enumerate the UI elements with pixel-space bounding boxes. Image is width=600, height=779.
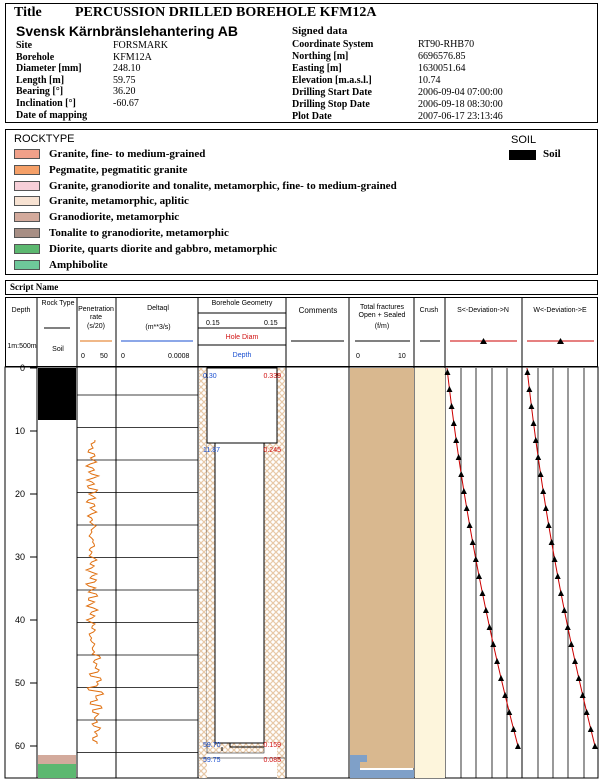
geometry-diam-label: 0.339 bbox=[263, 373, 281, 380]
penetration-header: Penetration rate bbox=[78, 306, 114, 321]
comments-header: Comments bbox=[298, 306, 338, 315]
field-label: Bearing [°] bbox=[16, 86, 64, 98]
field-value: 59.75 bbox=[113, 74, 136, 86]
dev-n-marker bbox=[461, 488, 467, 494]
dev-e-marker bbox=[568, 641, 574, 647]
dev-e-marker bbox=[558, 590, 564, 596]
dev-e-marker bbox=[588, 726, 594, 732]
dev-e-marker bbox=[524, 369, 530, 375]
dev-n-marker bbox=[464, 505, 470, 511]
granodiorite-fill bbox=[38, 755, 76, 764]
field-label: Date of mapping bbox=[16, 109, 88, 121]
legend-label: Tonalite to granodiorite, metamorphic bbox=[49, 227, 229, 239]
field-label: Length [m] bbox=[16, 74, 65, 86]
signed-data-label: Signed data bbox=[292, 25, 348, 37]
dev-e-curve bbox=[527, 368, 595, 748]
depth-tick-label: 50 bbox=[14, 678, 25, 688]
field-label: Easting [m] bbox=[292, 63, 342, 74]
dev-n-marker bbox=[511, 726, 517, 732]
geometry-left-scale: 0.15 bbox=[206, 320, 220, 327]
penetration-curve bbox=[86, 440, 103, 744]
field-label: Drilling Start Date bbox=[292, 87, 372, 98]
field-label: Plot Date bbox=[292, 111, 332, 122]
dev-n-marker bbox=[470, 539, 476, 545]
depth-tick-label: 10 bbox=[14, 426, 25, 436]
dev-n-marker bbox=[515, 743, 521, 749]
dev-e-marker bbox=[549, 539, 555, 545]
dev-n-marker bbox=[449, 403, 455, 409]
deltaq-header: Deltaql bbox=[147, 305, 169, 312]
field-value: 2006-09-18 08:30:00 bbox=[418, 99, 503, 110]
penetration-max: 50 bbox=[100, 353, 108, 360]
geometry-diam-label: 0.245 bbox=[263, 447, 281, 454]
depth-tick-label: 0 bbox=[19, 363, 25, 373]
field-label: Site bbox=[16, 40, 33, 51]
dev-n-marker bbox=[473, 556, 479, 562]
field-value: 248.10 bbox=[113, 63, 141, 75]
dev-e-marker bbox=[572, 658, 578, 664]
dev-e-marker bbox=[546, 522, 552, 528]
dev-n-marker bbox=[498, 675, 504, 681]
field-value: 2007-06-17 23:13:46 bbox=[418, 111, 503, 122]
dev-n-header: S<-Deviation->N bbox=[457, 307, 509, 314]
rocktype-title: ROCKTYPE bbox=[14, 133, 75, 145]
field-value: 10.74 bbox=[418, 75, 441, 86]
script-name-label: Script Name bbox=[10, 282, 59, 292]
dev-e-marker bbox=[552, 556, 558, 562]
geometry-depth-label: Depth bbox=[232, 352, 252, 359]
dev-e-marker bbox=[528, 403, 534, 409]
legend-label: Soil bbox=[543, 148, 561, 160]
dev-n-marker bbox=[490, 641, 496, 647]
dev-e-marker bbox=[526, 386, 532, 392]
soil-title: SOIL bbox=[511, 134, 537, 146]
field-label: Borehole bbox=[16, 51, 55, 63]
field-value: 2006-09-04 07:00:00 bbox=[418, 87, 503, 98]
field-value: 36.20 bbox=[113, 86, 136, 98]
legend-label: Pegmatite, pegmatitic granite bbox=[49, 163, 188, 176]
dev-n-marker bbox=[446, 386, 452, 392]
legend-label: Diorite, quarts diorite and gabbro, metamorphic bbox=[49, 242, 278, 255]
dev-e-marker bbox=[580, 692, 586, 698]
crush-header: Crush bbox=[419, 307, 439, 314]
rocktype-subheader: Soil bbox=[52, 346, 64, 353]
casing-left bbox=[199, 368, 207, 778]
depth-tick-label: 40 bbox=[14, 615, 25, 625]
deltaq-max: 0.0008 bbox=[168, 353, 190, 360]
casing-inner-right bbox=[264, 443, 277, 743]
field-label: Coordinate System bbox=[292, 39, 374, 50]
geometry-right-scale: 0.15 bbox=[264, 320, 278, 327]
fractures-unit: (f/m) bbox=[374, 323, 390, 330]
penetration-unit: (s/20) bbox=[87, 323, 105, 330]
field-label: Drilling Stop Date bbox=[292, 99, 370, 110]
depth-scale: 1m:500m bbox=[7, 343, 37, 350]
fractures-header: Total fractures Open + Sealed bbox=[358, 304, 406, 319]
field-label: Elevation [m.a.s.l.] bbox=[292, 75, 372, 86]
fracture-fill bbox=[350, 368, 414, 768]
dev-e-header: W<-Deviation->E bbox=[533, 307, 587, 314]
dev-n-marker bbox=[458, 471, 464, 477]
field-value: 1630051.64 bbox=[418, 63, 466, 74]
geometry-header: Borehole Geometry bbox=[211, 300, 273, 307]
field-label: Inclination [°] bbox=[16, 98, 76, 109]
geometry-depth-label: 11.87 bbox=[203, 447, 220, 454]
dev-e-marker bbox=[584, 709, 590, 715]
dev-e-marker bbox=[561, 607, 567, 613]
depth-header: Depth bbox=[11, 307, 31, 314]
fractures-max: 10 bbox=[398, 353, 406, 360]
borehole-lower bbox=[215, 443, 264, 743]
page-title: PERCUSSION DRILLED BOREHOLE KFM12A bbox=[75, 5, 377, 20]
hole-diam-label: Hole Diam bbox=[225, 334, 259, 341]
dev-n-marker bbox=[483, 607, 489, 613]
depth-tick-label: 60 bbox=[14, 741, 25, 751]
casing-right bbox=[277, 368, 285, 778]
legend-label: Amphibolite bbox=[49, 258, 108, 271]
crush-fill bbox=[415, 368, 445, 778]
dev-n-marker bbox=[451, 420, 457, 426]
geometry-depth-label: 0.30 bbox=[203, 373, 217, 380]
penetration-min: 0 bbox=[81, 353, 85, 360]
dev-n-marker bbox=[467, 522, 473, 528]
dev-e-marker bbox=[565, 624, 571, 630]
deltaq-unit: (m**3/s) bbox=[145, 324, 171, 331]
dev-e-marker bbox=[535, 454, 541, 460]
title-label: Title bbox=[14, 5, 42, 20]
dev-e-marker bbox=[540, 488, 546, 494]
legend-label: Granite, fine- to medium-grained bbox=[49, 148, 206, 160]
field-value: KFM12A bbox=[113, 51, 152, 63]
depth-tick-label: 20 bbox=[14, 489, 25, 499]
field-value: RT90-RHB70 bbox=[418, 39, 475, 50]
legend-label: Granite, granodiorite and tonalite, metamorphic, fine- to medium-grained bbox=[49, 179, 397, 192]
legend-label: Granodiorite, metamorphic bbox=[49, 211, 180, 224]
fracture-blue-base bbox=[350, 770, 414, 778]
geometry-diam-label: 0.085 bbox=[263, 757, 281, 764]
fractures-min: 0 bbox=[356, 353, 360, 360]
dev-n-marker bbox=[476, 573, 482, 579]
geometry-diam-label: 0.159 bbox=[263, 742, 281, 749]
field-value: -60.67 bbox=[113, 98, 139, 109]
dev-e-marker bbox=[543, 505, 549, 511]
field-value: FORSMARK bbox=[113, 40, 169, 51]
company-name: Svensk Kärnbränslehantering AB bbox=[16, 23, 238, 39]
dev-e-marker bbox=[538, 471, 544, 477]
field-value: 6696576.85 bbox=[418, 51, 466, 62]
dev-e-marker bbox=[592, 743, 598, 749]
dev-n-marker bbox=[453, 437, 459, 443]
geometry-depth-label: 59.75 bbox=[203, 757, 221, 764]
dev-e-marker bbox=[576, 675, 582, 681]
diorite-fill bbox=[38, 764, 76, 778]
rocktype-header: Rock Type bbox=[41, 300, 75, 307]
field-label: Northing [m] bbox=[292, 51, 349, 62]
legend-label: Granite, metamorphic, aplitic bbox=[49, 195, 189, 208]
soil-fill bbox=[38, 368, 76, 420]
casing-inner-left bbox=[207, 443, 215, 743]
dev-e-marker bbox=[531, 420, 537, 426]
dev-n-curve bbox=[447, 368, 518, 748]
geometry-depth-label: 59.70 bbox=[203, 742, 221, 749]
dev-n-marker bbox=[494, 658, 500, 664]
deltaq-min: 0 bbox=[121, 353, 125, 360]
depth-tick-label: 30 bbox=[14, 552, 25, 562]
dev-n-marker bbox=[479, 590, 485, 596]
dev-e-marker bbox=[555, 573, 561, 579]
field-label: Diameter [mm] bbox=[16, 63, 82, 75]
